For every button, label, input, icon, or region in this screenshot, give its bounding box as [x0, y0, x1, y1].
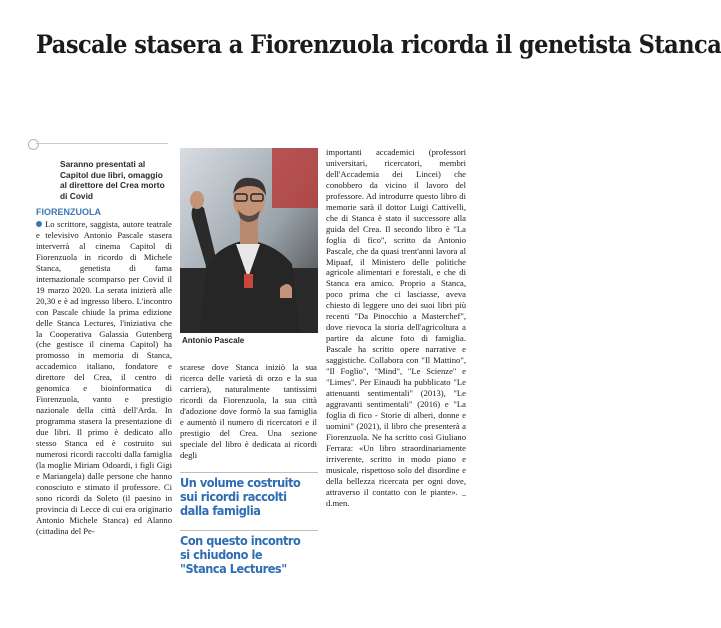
- divider-line: [36, 143, 168, 144]
- column-1-text: Lo scrittore, saggista, autore teatrale e televisivo Antonio Pascale stasera interverrà al cinema Capitol di Fiorenzuola in ricordo di Michele Stanca, genetista di fama internazionale scomparso per Covid il 19 marzo 2020. La serata inizierà alle 20,30 e è ad ingresso libero. L'incontro con Pascale chiude la prima edizione delle Stanca Lectures, l'iniziativa che la Cooperativa Galassia Gutenberg (che gestisce il cinema Capitol) ha promosso in memoria di Stanca, accademico italiano, fondatore e direttore del Crea, il centro di genomica e bioinformatica di Fiorenzuola, vanto e prestigio nazionale della città dell'Arda. In programma stasera la presentazione di due libri. Il primo è dedicato allo stesso Stanca ed è costruito sui numerosi ricordi raccolti dalla famiglia (la moglie Miriam Odoardi, i figli Gigi e Mariangela) dalle persone che hanno conosciuto e stimato il professore. Ci sono ricordi da Soleto (il paesino in provincia di Lecce di cui era originario Antonio Michele Stanca) ed Alanno (cittadina del Pe-: [36, 219, 172, 536]
- subheadline: Saranno presentati al Capitol due libri, omaggio al direttore del Crea morto di Covid: [60, 159, 165, 201]
- pullquote-divider: [180, 530, 318, 531]
- pullquote-1: Un volume costruito sui ricordi raccolti dalla famiglia: [180, 476, 301, 518]
- divider-dot: [28, 139, 39, 150]
- dateline: FIORENZUOLA: [36, 207, 101, 217]
- article-column-2: scarese dove Stanca iniziò la sua ricerca delle varietà di orzo e la sua carriera), naturalmente tantissimi ricordi da Fiorenzuola, la sua città d'adozione dove formò la sua famiglia e aumentò il numero di ricercatori e il prestigio del Crea. Una sezione speciale del libro è dedicata ai ricordi degli: [180, 362, 317, 460]
- photo-illustration: [180, 148, 318, 333]
- bullet-icon: [36, 221, 42, 227]
- pullquote-2: Con questo incontro si chiudono le "Stanca Lectures": [180, 534, 301, 576]
- article-column-3: importanti accademici (professori universitari, ricercatori, membri dell'Accademia dei Lincei) che conobbero da vicino il lavoro del professore. Ad introdurre questo libro di memorie sarà il dottor Luigi Cattivelli, che di Stanca è stato il successore alla guida del Crea. Il secondo libro è "La foglia di fico", scritto da Antonio Pascale, che da quasi trent'anni lavora al Mipaaf, il Ministero delle politiche agricole alimentari e forestali, e che di Stanca era amico. Proprio a Stanca, poco prima che ci lasciasse, aveva chiesto di leggere uno dei suoi libri più recenti "Da Pinocchio a Masterchef", dove rievoca la storia dell'agricoltura a partire da alcune foto di famiglia. Pascale ha scritto opere narrative e saggistiche. Collabora con "Il Mattino", "Il Foglio", "Mind", "Le Scienze" e "Limes". Per Einaudi ha pubblicato "Le attenuanti sentimentali" (2013), "Le aggravanti sentimentali" (2016) e "La foglia di fico - Storie di alberi, donne e uomini" (2021), il libro che presenterà a Fiorenzuola. Ne ha scritto così Giuliano Ferrara: «Un libro straordinariamente irriverente, scritto in modo piano e musicale, rispettoso solo del disordine e della bellezza ricercata per ogni dove, attraverso il contatto con le piante». _ d.men.: [326, 147, 466, 508]
- article-column-1: [36, 219, 172, 537]
- photo-caption: Antonio Pascale: [182, 336, 245, 345]
- headline: Pascale stasera a Fiorenzuola ricorda il genetista Stanca: [36, 30, 721, 59]
- author-photo: [180, 148, 318, 333]
- pullquote-divider: [180, 472, 318, 473]
